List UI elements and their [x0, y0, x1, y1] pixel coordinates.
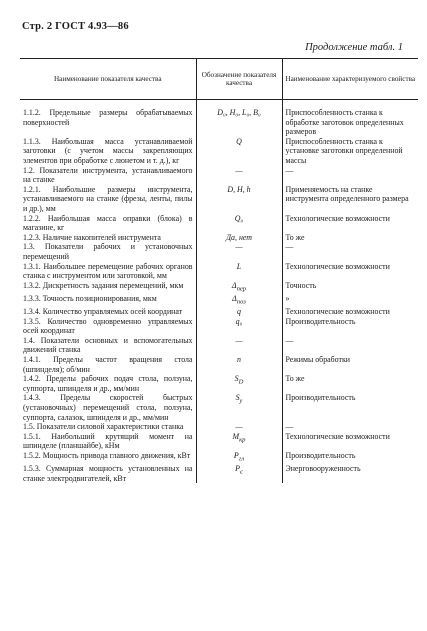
indicator-cell: 1.3.1. Наибольшее перемещение рабочих органов станка с инструментом или заготовкой, мм	[23, 261, 193, 281]
table-row	[20, 214, 418, 233]
indicator-cell: 1.5. Показатели силовой характеристики станка	[23, 422, 184, 432]
column-header-property: Наименование характеризуемого свойства	[282, 59, 418, 100]
symbol-cell: L	[196, 262, 282, 281]
indicator-cell: 1.5.1. Наибольший крутящий момент на шпинделе (планшайбе), кНм	[23, 431, 193, 451]
indicator-cell: 1.3. Показатели рабочих и установочных перемещений	[23, 242, 193, 261]
property-cell: Производительность	[282, 317, 418, 336]
indicator-cell: 1.2. Показатели инструмента, устанавливаемого на станке	[23, 165, 193, 185]
symbol-cell: q	[196, 307, 282, 317]
table-row	[20, 294, 418, 307]
property-cell: —	[282, 166, 418, 185]
table-row	[20, 464, 418, 483]
table-row	[20, 422, 418, 432]
indicator-cell: 1.4.2. Пределы рабочих подач стола, ползуна, суппорта, шпинделя и др., мм/мин	[23, 374, 193, 393]
property-cell: Технологические возможности	[282, 214, 418, 233]
symbol-cell: —	[196, 242, 282, 261]
table-row	[20, 307, 418, 317]
table-row	[20, 281, 418, 294]
symbol-cell: Да, нет	[196, 233, 282, 243]
symbol-cell: n	[196, 355, 282, 374]
table-row	[20, 374, 418, 393]
table-row	[20, 355, 418, 374]
indicator-cell: 1.5.3. Суммарная мощность установленных на станке электродвигателей, кВт	[23, 464, 193, 483]
column-header-symbol: Обозначение показателя качества	[196, 59, 282, 100]
symbol-cell: $S_у$	[196, 393, 282, 422]
property-cell: То же	[282, 233, 418, 243]
symbol-cell: —	[196, 166, 282, 185]
symbol-cell: $P_с$	[196, 464, 282, 483]
indicator-cell: 1.2.2. Наибольшая масса оправки (блока) в магазине, кг	[23, 213, 193, 233]
symbol-cell: $S_D$	[196, 374, 282, 393]
indicator-cell: 1.3.5. Количество одновременно управляемых осей координат	[23, 316, 193, 336]
symbol-cell: $\Delta_{поз}$	[196, 294, 282, 307]
property-cell: Технологические возможности	[282, 262, 418, 281]
table-row	[20, 317, 418, 336]
property-cell: —	[282, 336, 418, 355]
indicator-cell: 1.4.3. Пределы скоростей быстрых (установочных) перемещений стола, ползуна, суппорта, салазок, шпинделя и др., мм/мин	[23, 393, 193, 422]
table-row	[20, 451, 418, 464]
table-row	[20, 262, 418, 281]
indicator-cell: 1.1.3. Наибольшая масса устанавливаемой заготовки (с учетом массы закрепляющих элементов при обработке с люнетом и т. д.), кг	[23, 136, 193, 165]
table-row	[20, 166, 418, 185]
symbol-cell: $\Delta_{пер}$	[196, 281, 282, 294]
table-row	[20, 432, 418, 451]
column-header-indicator: Наименование показателя качества	[20, 59, 196, 100]
symbol-cell: $M_{кр}$	[196, 432, 282, 451]
table-row	[20, 137, 418, 166]
indicator-cell: 1.3.2. Дискретность задания перемещений, мкм	[23, 280, 184, 290]
property-cell: Приспособленность станка к установке заготовки определенной массы	[282, 137, 418, 166]
property-cell: Технологические возможности	[282, 432, 418, 451]
table-row	[20, 336, 418, 355]
indicator-cell: 1.3.4. Количество управляемых осей координат	[23, 307, 183, 317]
table-row	[20, 185, 418, 214]
symbol-cell: Q₀	[196, 214, 282, 233]
property-cell: Производительность	[282, 451, 418, 464]
indicator-cell: 1.4. Показатели основных и вспомогательных движений станка	[23, 335, 193, 355]
property-cell: Технологические возможности	[282, 307, 418, 317]
property-cell: Точность	[282, 281, 418, 294]
property-cell: Применяемость на станке инструмента определенного размера	[282, 185, 418, 214]
property-cell: »	[282, 294, 418, 307]
indicator-cell: 1.2.1. Наибольшие размеры инструмента, устанавливаемого на станке (фрезы, ленты, пилы и др.), мм	[23, 184, 193, 213]
table-body	[20, 100, 418, 484]
property-cell: —	[282, 422, 418, 432]
indicator-cell: 1.4.1. Пределы частот вращения стола (шпинделя); об/мин	[23, 355, 193, 374]
table-row	[20, 108, 418, 137]
symbol-cell: D, H, h	[196, 185, 282, 214]
indicator-cell: 1.2.3. Наличие накопителей инструмента	[23, 232, 161, 242]
property-cell: То же	[282, 374, 418, 393]
table-row	[20, 393, 418, 422]
property-cell: Энерговооруженность	[282, 464, 418, 483]
indicator-cell: 1.5.2. Мощность привода главного движения, кВт	[23, 450, 191, 460]
page-header: Стр. 2 ГОСТ 4.93—86	[22, 21, 129, 32]
indicator-cell: 1.3.3. Точность позиционирования, мкм	[23, 293, 157, 303]
symbol-cell: —	[196, 336, 282, 355]
table-row	[20, 233, 418, 243]
indicator-cell: 1.1.2. Предельные размеры обрабатываемых поверхностей	[23, 108, 193, 127]
indicators-table	[20, 58, 418, 483]
symbol-cell: $P_{гл}$	[196, 451, 282, 464]
property-cell: Приспособленность станка к обработке заготовок определенных размеров	[282, 108, 418, 137]
table-header-row	[20, 59, 418, 100]
property-cell: Производительность	[282, 393, 418, 422]
symbol-cell: D₀, H₀, L₀, B₀	[196, 108, 282, 137]
table-row	[20, 242, 418, 261]
property-cell: Режимы обработки	[282, 355, 418, 374]
symbol-cell: Q	[196, 137, 282, 166]
property-cell: —	[282, 242, 418, 261]
symbol-cell: q₀	[196, 317, 282, 336]
symbol-cell: —	[196, 422, 282, 432]
table-continuation-label: Продолжение табл. 1	[305, 42, 403, 53]
